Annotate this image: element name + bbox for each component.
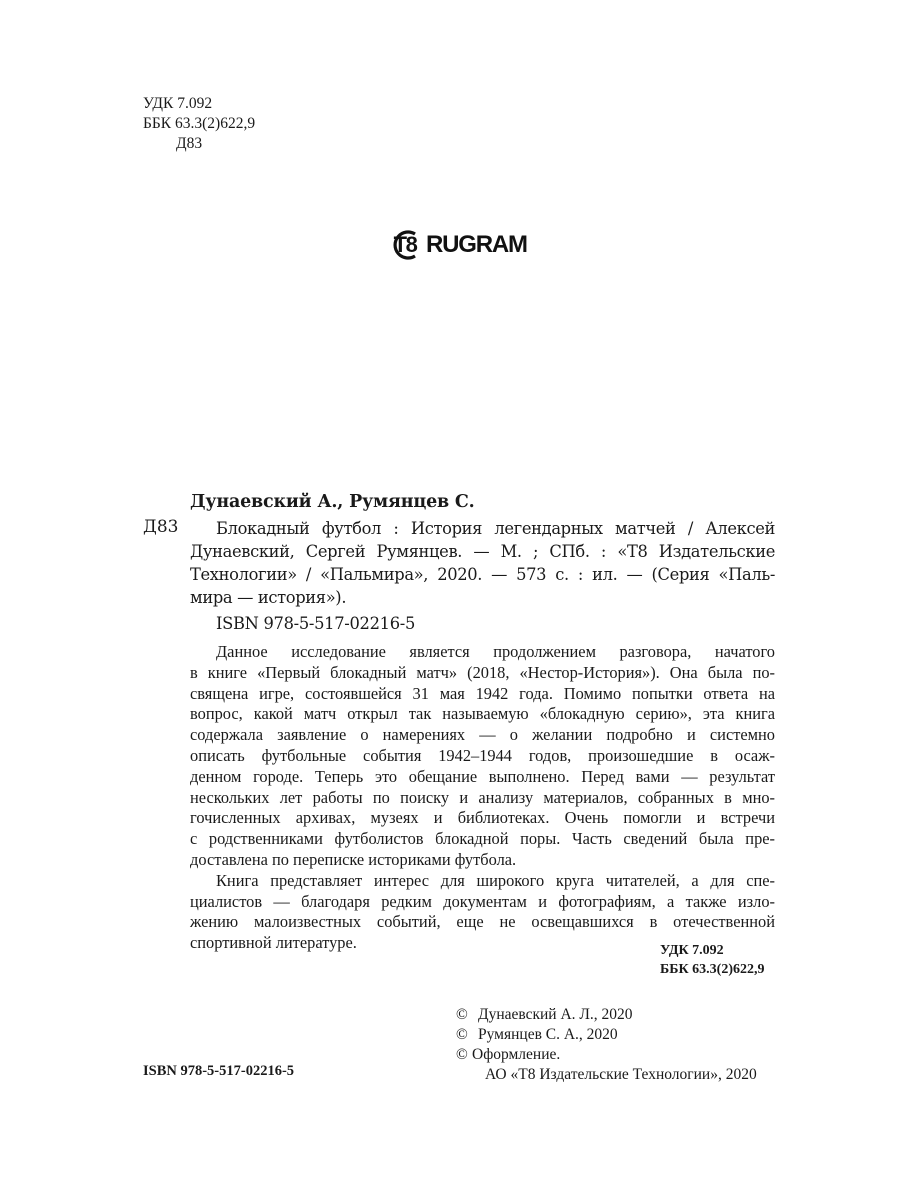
card-desc-line: мира — история»).	[190, 588, 347, 607]
classification-codes-bottom	[660, 941, 765, 979]
t8-logo-icon	[388, 228, 422, 262]
copyright-block	[456, 1005, 757, 1085]
copyright-icon: ©	[456, 1046, 468, 1063]
card-desc-line: Дунаевский, Сергей Румянцев. — М. ; СПб. : «Т8 Издательские	[190, 542, 775, 561]
annotation	[190, 642, 775, 954]
annotation-line: гочисленных архивах, музеях и библиотеках. Очень помогли и встречи	[190, 808, 775, 828]
udk-code: УДК 7.092	[143, 95, 213, 112]
copyright-line	[456, 1005, 757, 1025]
copyright-text: Дунаевский А. Л., 2020	[478, 1006, 633, 1023]
copyright-icon: ©	[456, 1006, 468, 1023]
annotation-line: Книга представляет интерес для широкого круга читателей, а для спе-	[216, 870, 775, 890]
card-desc-line: Блокадный футбол : История легендарных матчей / Алексей	[216, 519, 775, 538]
copyright-line	[456, 1065, 757, 1085]
copyright-line	[456, 1025, 757, 1045]
logo-mark-text: T8	[393, 232, 417, 257]
annotation-line: спортивной литературе.	[190, 933, 357, 953]
logo-brand-text: RUGRAM	[426, 231, 527, 258]
bbk-code-bottom: ББК 63.3(2)622,9	[660, 962, 765, 977]
annotation-line: Данное исследование является продолжением разговора, начатого	[216, 642, 775, 661]
annotation-line: денном городе. Теперь это обещание выполнено. Перед вами — результат	[190, 766, 775, 786]
copyright-text: АО «Т8 Издательские Технологии», 2020	[485, 1066, 757, 1083]
udk-code-bottom: УДК 7.092	[660, 943, 724, 958]
classification-codes-top	[143, 94, 255, 154]
annotation-line: вопрос, какой матч открыл так называемую «блокадную серию», эта книга	[190, 704, 775, 724]
annotation-line: с родственниками футболистов блокадной поры. Часть сведений была пре-	[190, 829, 775, 849]
author-mark: Д83	[176, 135, 203, 152]
copyright-icon: ©	[456, 1026, 468, 1043]
copyright-text: Румянцев С. А., 2020	[478, 1026, 618, 1043]
annotation-line: в книге «Первый блокадный матч» (2018, «Нестор-История»). Она была по-	[190, 662, 775, 682]
annotation-line: доставлена по переписке историками футбола.	[190, 849, 517, 869]
annotation-line: описать футбольные события 1942–1944 годов, произошедшие в осаж-	[190, 745, 775, 765]
card-isbn: ISBN 978-5-517-02216-5	[216, 614, 416, 633]
publisher-logo	[388, 228, 527, 262]
card-description	[190, 517, 775, 609]
annotation-line: священа игре, состоявшейся 31 мая 1942 года. Помимо попытки ответа на	[190, 683, 775, 703]
card-code: Д83	[143, 517, 179, 537]
copyright-text: Оформление.	[472, 1046, 561, 1063]
annotation-line: содержала заявление о намерениях — о желании подробно и системно	[190, 725, 775, 745]
annotation-line: жению малоизвестных событий, еще не освещавшихся в отечественной	[190, 912, 775, 932]
copyright-line	[456, 1045, 757, 1065]
annotation-line: циалистов — благодаря редким документам и фотографиям, а также изло-	[190, 891, 775, 911]
card-desc-line: Технологии» / «Пальмира», 2020. — 573 с. : ил. — (Серия «Паль-	[190, 565, 775, 584]
isbn-bottom: ISBN 978-5-517-02216-5	[143, 1063, 295, 1079]
annotation-line: нескольких лет работы по поиску и анализу материалов, собранных в мно-	[190, 787, 775, 807]
card-author: Дунаевский А., Румянцев С.	[190, 492, 475, 512]
bbk-code: ББК 63.3(2)622,9	[143, 115, 256, 132]
